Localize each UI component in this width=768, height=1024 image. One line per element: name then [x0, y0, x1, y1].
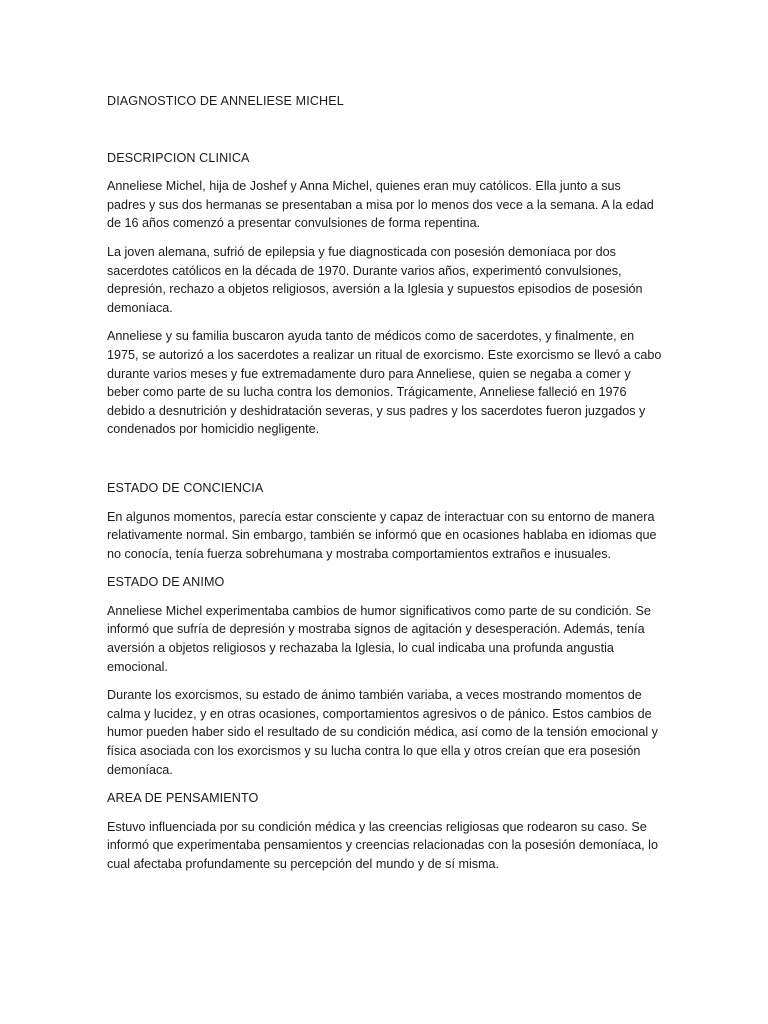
text-line: 1975, se autorizó a los sacerdotes a realizar un ritual de exorcismo. Este exorcismo se llevó a cabo	[107, 347, 662, 362]
text-line: depresión, rechazo a objetos religiosos, aversión a la Iglesia y supuestos episodios de posesión	[107, 282, 643, 297]
text-line: informó que experimentaba pensamientos y creencias relacionadas con la posesión demoníaca, lo	[107, 838, 658, 853]
text-line: debido a desnutrición y deshidratación severas, y sus padres y los sacerdotes fueron juzgados y	[107, 403, 646, 418]
text-line: Estuvo influenciada por su condición médica y las creencias religiosas que rodearon su caso. Se	[107, 819, 647, 834]
text-line: física asociada con los exorcismos y su lucha contra lo que ella y otros creían que era posesión	[107, 744, 641, 759]
section-heading-descripcion: DESCRIPCION CLINICA	[107, 150, 250, 165]
paragraph-conciencia-1	[107, 508, 663, 564]
text-line: no conocía, tenía fuerza sobrehumana y mostraba comportamientos extraños e inusuales.	[107, 546, 612, 561]
text-line: La joven alemana, sufrió de epilepsia y fue diagnosticada con posesión demoníaca por dos	[107, 244, 616, 259]
text-line: Anneliese Michel experimentaba cambios de humor significativos como parte de su condición. Se	[107, 603, 651, 618]
text-line: emocional.	[107, 659, 168, 674]
section-heading-conciencia: ESTADO DE CONCIENCIA	[107, 480, 264, 495]
text-line: demoníaca.	[107, 762, 173, 777]
paragraph-descripcion-3	[107, 327, 663, 439]
document-body	[107, 92, 663, 874]
text-line: humor pueden haber sido el resultado de su condición médica, así como de la tensión emocional y	[107, 725, 658, 740]
paragraph-animo-1	[107, 602, 663, 676]
text-line: relativamente normal. Sin embargo, también se informó que en ocasiones hablaba en idiomas que	[107, 528, 657, 543]
text-line: calma y lucidez, y en otras ocasiones, comportamientos agresivos o de pánico. Estos cambios de	[107, 706, 652, 721]
section-heading-pensamiento: AREA DE PENSAMIENTO	[107, 791, 259, 806]
paragraph-pensamiento-1	[107, 818, 663, 874]
text-line: beber como parte de su lucha contra los demonios. Trágicamente, Anneliese falleció en 1976	[107, 385, 627, 400]
text-line: Durante los exorcismos, su estado de ánimo también variaba, a veces mostrando momentos de	[107, 688, 642, 703]
text-line: demoníaca.	[107, 300, 173, 315]
text-line: cual afectaba profundamente su percepción del mundo y de sí misma.	[107, 857, 500, 871]
text-line: aversión a objetos religiosos y rechazaba la Iglesia, lo cual indicaba una profunda angustia	[107, 641, 614, 656]
text-line: sacerdotes católicos en la década de 1970. Durante varios años, experimentó convulsiones,	[107, 263, 622, 278]
paragraph-animo-2	[107, 686, 663, 779]
text-line: Anneliese Michel, hija de Joshef y Anna Michel, quienes eran muy católicos. Ella junto a sus	[107, 179, 621, 194]
document-title: DIAGNOSTICO DE ANNELIESE MICHEL	[107, 94, 344, 108]
section-heading-animo: ESTADO DE ANIMO	[107, 575, 225, 590]
paragraph-descripcion-2	[107, 243, 663, 317]
text-line: condenados por homicidio negligente.	[107, 422, 320, 437]
text-line: informó que sufría de depresión y mostraba signos de agitación y desesperación. Además, tenía	[107, 622, 645, 637]
text-line: de 16 años comenzó a presentar convulsiones de forma repentina.	[107, 216, 481, 231]
text-line: padres y sus dos hermanas se presentaban a misa por lo menos dos vece a la semana. A la edad	[107, 197, 654, 212]
paragraph-descripcion-1	[107, 177, 663, 233]
text-line: durante varios meses y fue extremadamente duro para Anneliese, quien se negaba a comer y	[107, 366, 631, 381]
text-line: Anneliese y su familia buscaron ayuda tanto de médicos como de sacerdotes, y finalmente, en	[107, 329, 635, 344]
text-line: En algunos momentos, parecía estar consciente y capaz de interactuar con su entorno de manera	[107, 509, 655, 524]
